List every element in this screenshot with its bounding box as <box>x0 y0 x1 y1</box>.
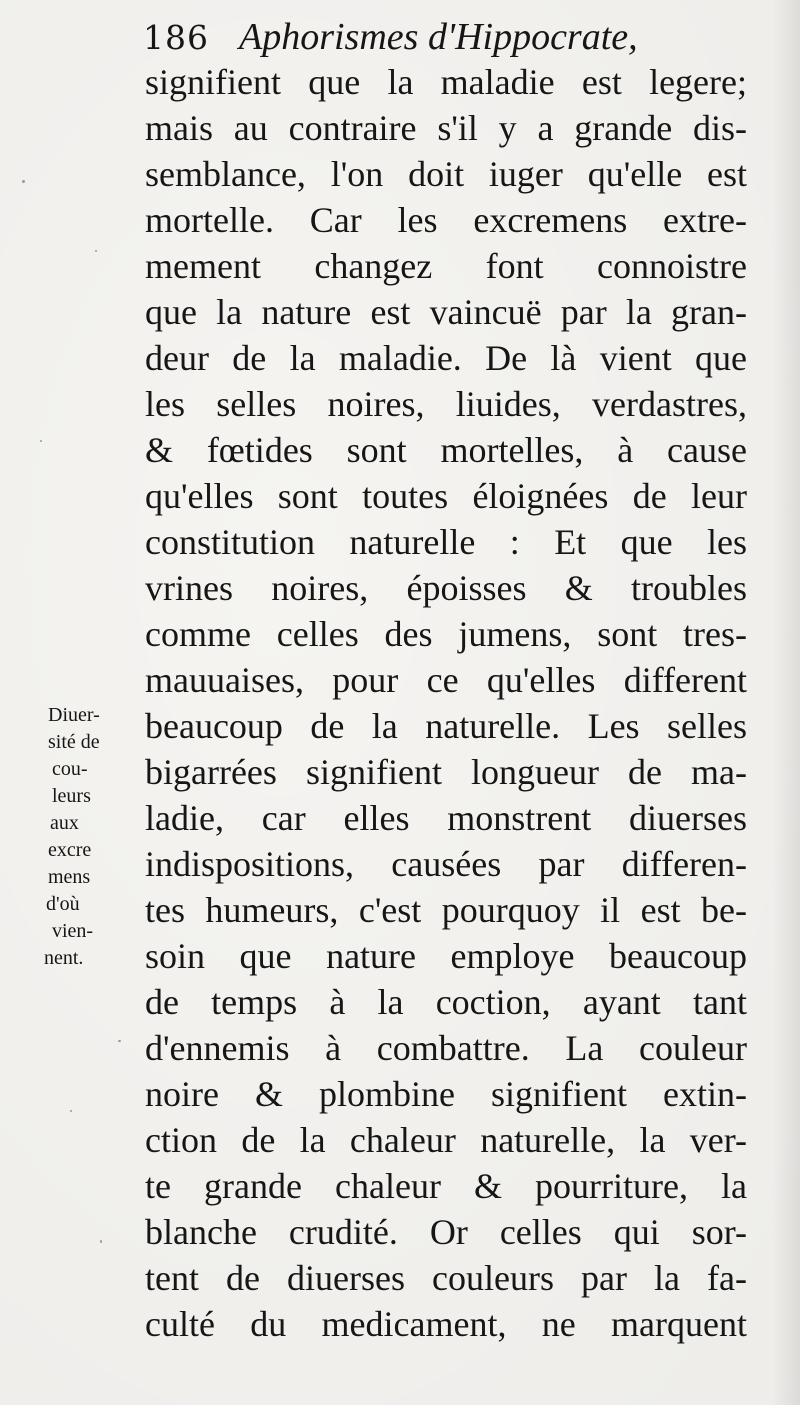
margin-note-line: vien- <box>52 920 94 942</box>
margin-note-line: sité de <box>48 731 100 753</box>
text-line: beaucoup de la naturelle. Les selles <box>145 706 747 746</box>
text-line: bigarrées signifient longueur de ma- <box>145 752 747 792</box>
page-header <box>143 12 743 62</box>
margin-note-line: leurs <box>52 785 91 807</box>
text-line: comme celles des jumens, sont tres- <box>145 614 747 654</box>
text-line: ladie, car elles monstrent diuerses <box>145 798 747 838</box>
margin-note-line: aux <box>50 812 79 834</box>
text-line: blanche crudité. Or celles qui sor- <box>145 1212 747 1252</box>
text-line: soin que nature employe beaucoup <box>145 936 747 976</box>
text-line: noire & plombine signifient extin- <box>145 1074 747 1114</box>
print-speck <box>70 1110 72 1112</box>
text-line: semblance, l'on doit iuger qu'elle est <box>145 154 747 194</box>
text-line: & fœtides sont mortelles, à cause <box>145 430 747 470</box>
text-line: mortelle. Car les excremens extre- <box>145 200 747 240</box>
page-number: 186 <box>143 18 209 57</box>
margin-note-line: excre <box>48 839 92 861</box>
text-line: mement changez font connoistre <box>145 246 747 286</box>
text-line: signifient que la maladie est legere; <box>145 62 747 102</box>
text-line: indispositions, causées par differen- <box>145 844 747 884</box>
text-line: te grande chaleur & pourriture, la <box>145 1166 747 1206</box>
running-title: Aphorismes d'Hippocrate, <box>239 16 638 58</box>
text-line: ction de la chaleur naturelle, la ver- <box>145 1120 747 1160</box>
text-line: culté du medicament, ne marquent <box>145 1304 747 1344</box>
margin-note <box>44 702 130 972</box>
text-line: de temps à la coction, ayant tant <box>145 982 747 1022</box>
text-line: que la nature est vaincuë par la gran- <box>145 292 747 332</box>
margin-note-line: d'où <box>46 893 80 915</box>
margin-note-line: cou- <box>52 758 88 780</box>
print-speck <box>100 1240 102 1243</box>
print-speck <box>22 180 25 183</box>
text-line: mais au contraire s'il y a grande dis- <box>145 108 747 148</box>
text-line: les selles noires, liuides, verdastres, <box>145 384 747 424</box>
margin-note-line: Diuer- <box>48 704 100 726</box>
print-speck <box>118 1040 121 1042</box>
margin-note-line: mens <box>48 866 91 888</box>
body-text <box>145 59 747 1347</box>
print-speck <box>40 440 42 442</box>
page-edge-shadow <box>772 0 800 1405</box>
text-line: tes humeurs, c'est pourquoy il est be- <box>145 890 747 930</box>
text-line: d'ennemis à combattre. La couleur <box>145 1028 747 1068</box>
text-line: deur de la maladie. De là vient que <box>145 338 747 378</box>
text-line: mauuaises, pour ce qu'elles different <box>145 660 747 700</box>
text-line: vrines noires, époisses & troubles <box>145 568 747 608</box>
text-line: constitution naturelle : Et que les <box>145 522 747 562</box>
text-line: qu'elles sont toutes éloignées de leur <box>145 476 747 516</box>
print-speck <box>95 250 97 252</box>
text-line: tent de diuerses couleurs par la fa- <box>145 1258 747 1298</box>
margin-note-line: nent. <box>44 947 84 969</box>
